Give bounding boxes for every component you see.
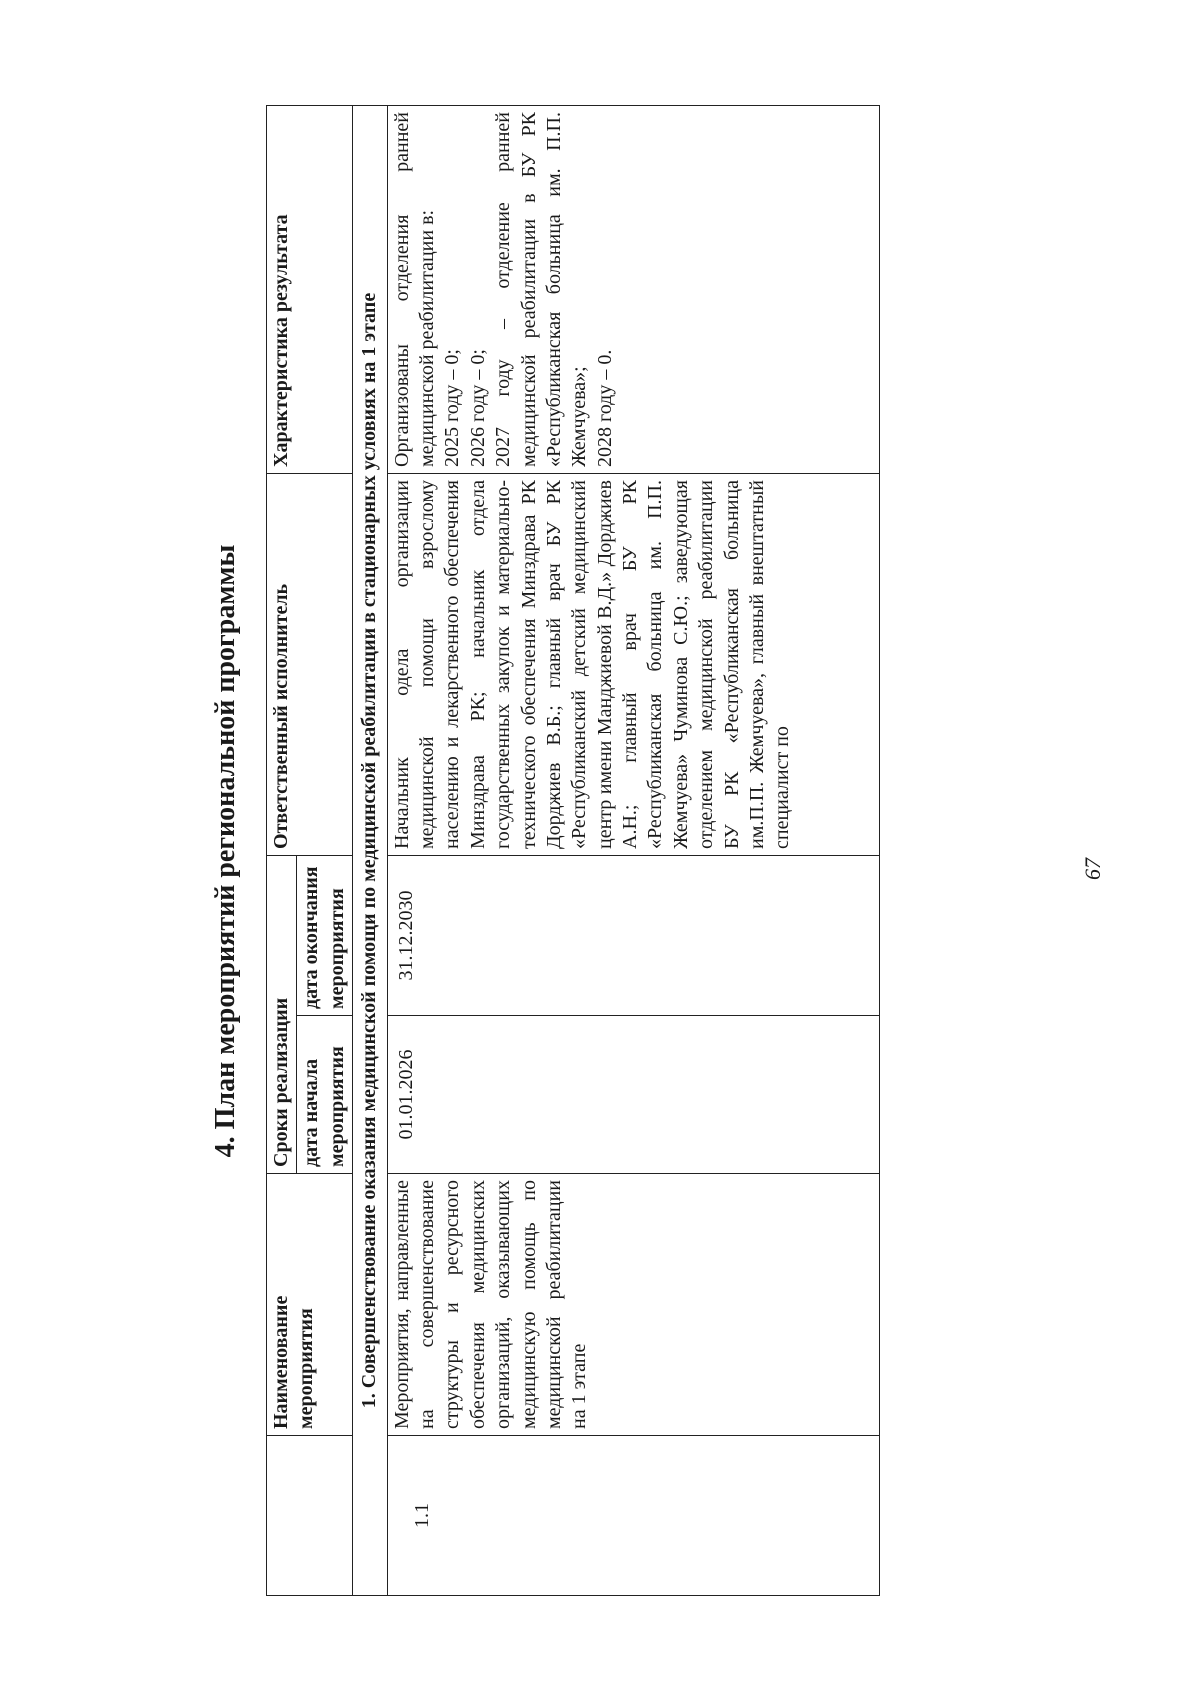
result-intro: Организованы отделения ранней медицинской реабилитации в: <box>390 111 438 467</box>
table-row <box>387 105 879 1595</box>
row-result <box>387 105 879 473</box>
rotated-page <box>166 106 1046 1596</box>
section-title: 1. Совершенствование оказания медицинской помощи по медицинской реабилитации в стационарных условиях на 1 этапе <box>353 105 387 1595</box>
row-end-date: 31.12.2030 <box>387 855 879 1015</box>
header-start: дата начала мероприятия <box>297 1016 353 1174</box>
result-line: 2028 году – 0. <box>593 349 616 467</box>
row-number: 1.1 <box>387 1436 879 1596</box>
plan-table <box>266 105 880 1596</box>
header-num-cell <box>267 1436 353 1596</box>
header-name: Наименование мероприятия <box>267 1174 353 1436</box>
document-title: 4. План мероприятий региональной программы <box>210 544 241 1158</box>
row-start-date: 01.01.2026 <box>387 1016 879 1174</box>
header-end: дата окончания мероприятия <box>297 855 353 1015</box>
row-name: Мероприятия, направленные на совершенствование структуры и ресурсного обеспечения медицинских организаций, оказывающих медицинскую помощь по медицинской реабилитации на 1 этапе <box>387 1174 879 1436</box>
result-line: 2027 году – отделение ранней медицинской реабилитации в БУ РК «Республиканская больница им. П.П. Жемчуева»; <box>492 111 591 467</box>
header-terms: Сроки реализации <box>267 855 297 1173</box>
header-result: Характеристика результата <box>267 105 353 473</box>
section-row <box>353 105 387 1595</box>
header-row <box>267 105 297 1595</box>
header-executor: Ответственный исполнитель <box>267 473 353 855</box>
row-executor: Начальник одела организации медицинской помощи взрослому населению и лекарственного обеспечения Минздрава РК; начальник отдела государственных закупок и материально-технического обеспечения Минздрава РК Дорджиев В.Б.; главный врач БУ РК «Республиканский детский медицинский центр имени Манджиевой В.Д.» Дорджиев А.Н.; главный врач БУ РК «Республиканская больница им. П.П. Жемчуева» Чуминова С.Ю.; заведующая отделением медицинской реабилитации БУ РК «Республиканская больница им.П.П. Жемчуева», главный внештатный специалист по <box>387 473 879 855</box>
page-number-text: 67 <box>1080 858 1105 880</box>
result-line: 2026 году – 0; <box>466 349 489 467</box>
result-line: 2025 году – 0; <box>441 349 464 467</box>
